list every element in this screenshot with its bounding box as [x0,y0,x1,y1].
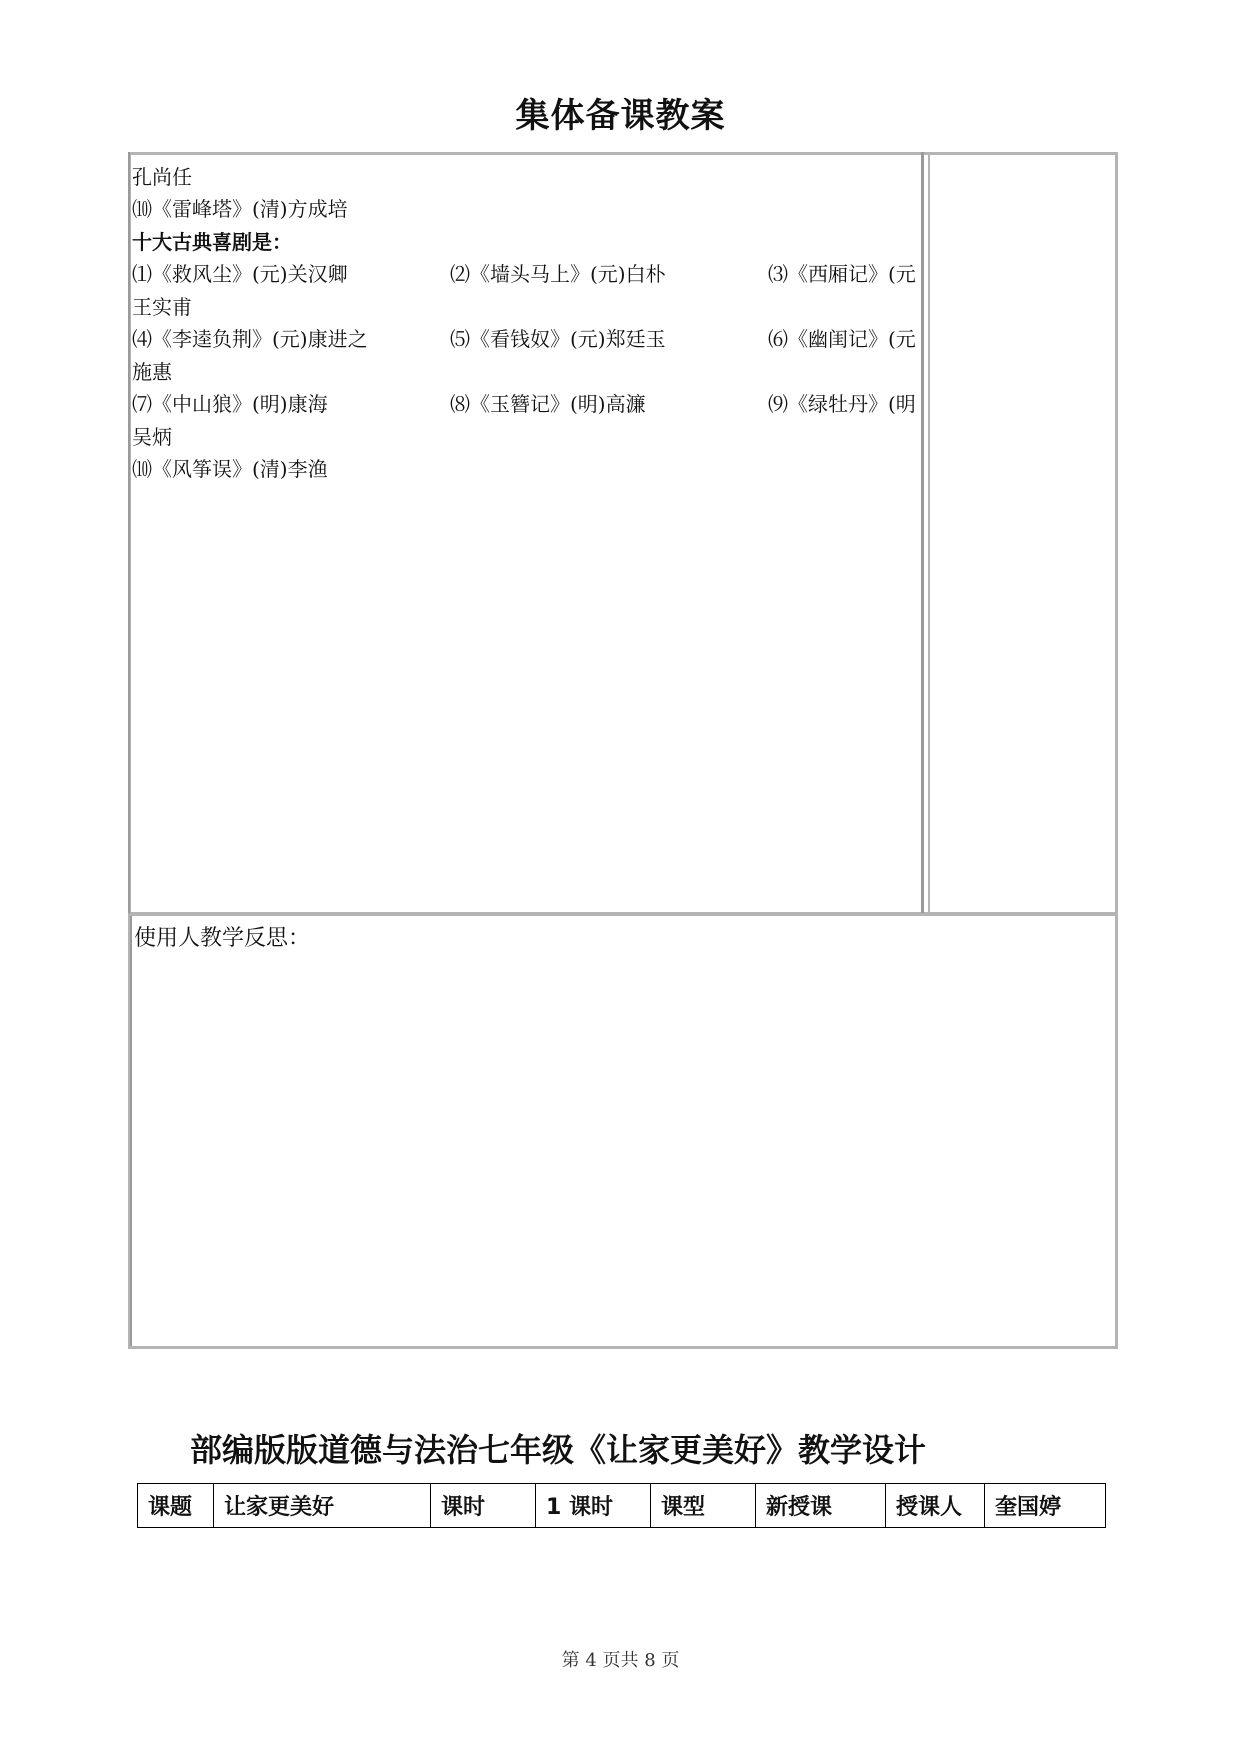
comedy-item: ⑽《风筝误》(清)李渔 [132,457,328,481]
comedy-item: ⑴《救风尘》(元)关汉卿 [132,262,348,286]
topic-value: 让家更美好 [214,1484,431,1528]
reflection-label: 使用人教学反思： [134,926,311,951]
comedy-item: ⑷《李逵负荆》(元)康进之 [132,327,368,351]
comedy-heading: 十大古典喜剧是： [132,230,292,254]
reflection-box-inner-border [130,916,132,1346]
type-value: 新授课 [756,1484,886,1528]
comedy-item: ⑻《玉簪记》(明)高濂 [450,392,646,416]
type-label: 课型 [651,1484,756,1528]
comedy-item: ⑶《西厢记》(元 [768,262,916,286]
comedy-author-wrap: 吴炳 [132,425,172,449]
plan-line: 孔尚任 [132,165,192,189]
comedy-list [132,0,922,913]
table-row [138,1484,1106,1528]
comedy-item: ⑺《中山狼》(明)康海 [132,392,328,416]
comedy-item: ⑼《绿牡丹》(明 [768,392,916,416]
comedy-author-wrap: 施惠 [132,360,172,384]
page-title: 集体备课教案 [515,96,726,136]
topic-label: 课题 [138,1484,214,1528]
page-number: 第 4 页共 8 页 [561,1650,680,1671]
comedy-item: ⑵《墙头马上》(元)白朴 [450,262,666,286]
comedy-item: ⑸《看钱奴》(元)郑廷玉 [450,327,666,351]
teacher-value: 奎国婷 [985,1484,1106,1528]
comedy-item: ⑹《幽闺记》(元 [768,327,916,351]
plan-notes-cell [928,155,1115,912]
teacher-label: 授课人 [886,1484,985,1528]
hours-value: 1 课时 [536,1484,651,1528]
plan-line: ⑽《雷峰塔》(清)方成培 [132,197,348,221]
comedy-author-wrap: 王实甫 [132,295,192,319]
hours-label: 课时 [431,1484,536,1528]
lesson-info-table [137,1483,1106,1528]
reflection-box [128,913,1118,1349]
design-title: 部编版版道德与法治七年级《让家更美好》教学设计 [190,1431,927,1469]
